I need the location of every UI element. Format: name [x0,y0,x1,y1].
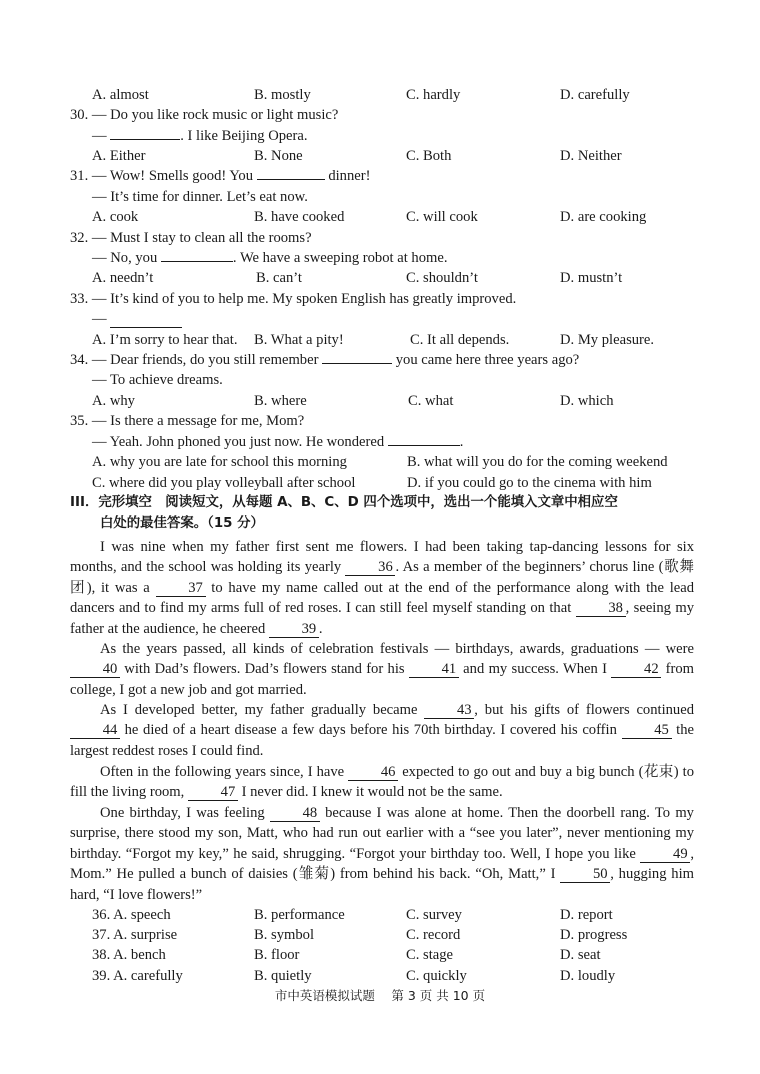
q32-question: 32. — Must I stay to clean all the rooms? [70,230,312,246]
option: 38. A. bench [92,947,166,963]
option: B. mostly [254,87,311,103]
option: D. report [560,907,613,923]
text: , but his gifts of flowers continued [474,702,694,718]
option: C. what [408,393,454,409]
q34-question [70,350,694,370]
text: . [318,620,323,637]
q35-question: 35. — Is there a message for me, Mom? [70,413,305,429]
blank-36: 36 [345,559,395,576]
option: A. why [92,393,135,409]
passage-paragraph-2 [70,639,694,700]
option: D. Neither [560,148,622,164]
option: A. I’m sorry to hear that. [92,332,238,348]
blank-39: 39 [269,621,319,638]
blank [257,179,325,180]
option: D. loudly [560,968,616,984]
blank-37: 37 [156,580,206,597]
q35-response [92,432,716,452]
option: C. Both [406,148,452,164]
text: — [92,128,111,144]
blank [110,139,180,140]
option: D. if you could go to the cinema with him [407,475,652,491]
q34-response: — To achieve dreams. [92,372,223,388]
blank-38: 38 [576,600,626,617]
blank [110,311,182,328]
text: . I like Beijing Opera. [180,128,308,144]
blank-42: 42 [611,661,661,678]
blank-46: 46 [348,764,398,781]
q30-question: 30. — Do you like rock music or light music? [70,107,339,123]
option: B. quietly [254,968,312,984]
page-footer: 市中英语模拟试题 第 3 页 共 10 页 [274,988,486,1003]
option: C. where did you play volleyball after school [92,475,356,491]
option: B. What a pity! [254,332,344,348]
option: A. needn’t [92,270,154,286]
passage-paragraph-5 [70,803,694,905]
q31-question [70,166,694,186]
text: I never did. I knew it would not be the same. [237,784,503,801]
q31-response: — It’s time for dinner. Let’s eat now. [92,189,308,205]
option: D. seat [560,947,601,963]
section-3-title: III．完形填空 阅读短文，从每题 A、B、C、D 四个选项中，选出一个能填入文章中相应空 [70,495,618,510]
option: D. My pleasure. [560,332,655,348]
q33-question: 33. — It’s kind of you to help me. My spoken English has greatly improved. [70,291,517,307]
option: B. have cooked [254,209,345,225]
option: A. cook [92,209,139,225]
text: , seeing my father at the audience, he cheered [70,600,694,637]
option: C. quickly [406,968,467,984]
option: A. Either [92,148,146,164]
blank [388,445,460,446]
blank-41: 41 [409,661,459,678]
text: from college, I got a new job and got married. [70,661,694,698]
blank-47: 47 [188,784,238,801]
text: you came here three years ago? [392,352,580,368]
option: C. shouldn’t [406,270,478,286]
passage-paragraph-3 [70,700,694,761]
section-3-title-cont: 白处的最佳答案。（15 分） [100,516,264,531]
text: One birthday, I was feeling [100,805,270,821]
blank [322,363,392,364]
option: C. survey [406,907,462,923]
option: B. None [254,148,303,164]
text: , hugging him hard, “I love flowers!” [70,866,694,903]
text: — No, you [92,250,161,266]
option: B. floor [254,947,300,963]
option: B. what will you do for the coming weekend [407,454,668,470]
blank-43: 43 [424,702,474,719]
blank-49: 49 [640,846,690,863]
option: C. will cook [406,209,478,225]
text: dinner! [324,168,371,184]
option: B. performance [254,907,345,923]
text: to have my name called out at the end of the performance along with the lead dancers and to find my arms full of red roses. I can still feel myself standing on that [70,579,694,617]
option: B. symbol [254,927,315,943]
text: . As a member of the beginners’ chorus line (歌舞团), it was a [70,559,695,596]
option: D. carefully [560,87,630,103]
option: D. progress [560,927,628,943]
text: — Yeah. John phoned you just now. He wondered [92,434,388,450]
option: C. hardly [406,87,461,103]
blank-50: 50 [560,866,610,883]
blank-44: 44 [70,722,120,739]
text: I was nine when my father first sent me flowers. I had been taking tap-dancing lessons for six months, and the school was holding its yearly [70,539,694,576]
option: D. mustn’t [560,270,623,286]
text: , Mom.” He pulled a bunch of daisies (雏菊) from behind his back. “Oh, Matt,” I [70,845,694,883]
text: 34. — Dear friends, do you still remember [70,352,323,368]
text: he died of a heart disease a few days before his 70th birthday. I covered his coffin [120,722,622,739]
blank-45: 45 [622,722,672,739]
text: As the years passed, all kinds of celebration festivals — birthdays, awards, graduations — were [100,641,694,657]
text: Often in the following years since, I have [100,764,349,780]
text: As I developed better, my father gradually became [100,702,425,718]
option: C. It all depends. [410,332,510,348]
option: D. which [560,393,614,409]
option: B. where [254,393,307,409]
text: . [459,434,464,450]
text: because I was alone at home. Then the doorbell rang. To my surprise, there stood my son, Matt, who had run out earlier with a “see you later”, never mentioning my birthday. “Forgot my key,” he said, shrugging. “Forgot your birthday too. Well, I hope you like [70,805,694,862]
blank [161,261,233,262]
option: 36. A. speech [92,907,171,923]
blank-40: 40 [70,661,120,678]
option: A. almost [92,87,149,103]
text: . We have a sweeping robot at home. [232,250,448,266]
passage-paragraph-1 [70,537,694,639]
q33-response [92,309,716,329]
option: 37. A. surprise [92,927,178,943]
option: 39. A. carefully [92,968,183,984]
passage-paragraph-4 [70,762,694,803]
option: A. why you are late for school this morning [92,454,347,470]
option: D. are cooking [560,209,647,225]
text: expected to go out and buy a big bunch (花束) to fill the living room, [70,764,694,801]
q32-response [92,248,716,268]
text: 31. — Wow! Smells good! You [70,168,257,184]
text: and my success. When I [458,661,612,678]
q30-response [92,126,716,146]
text: the largest reddest roses I could find. [70,722,694,759]
option: C. stage [406,947,454,963]
blank-48: 48 [270,805,320,822]
option: B. can’t [256,270,302,286]
text: — [92,311,111,327]
option: C. record [406,927,461,943]
text: with Dad’s flowers. Dad’s flowers stand for his [120,661,409,678]
